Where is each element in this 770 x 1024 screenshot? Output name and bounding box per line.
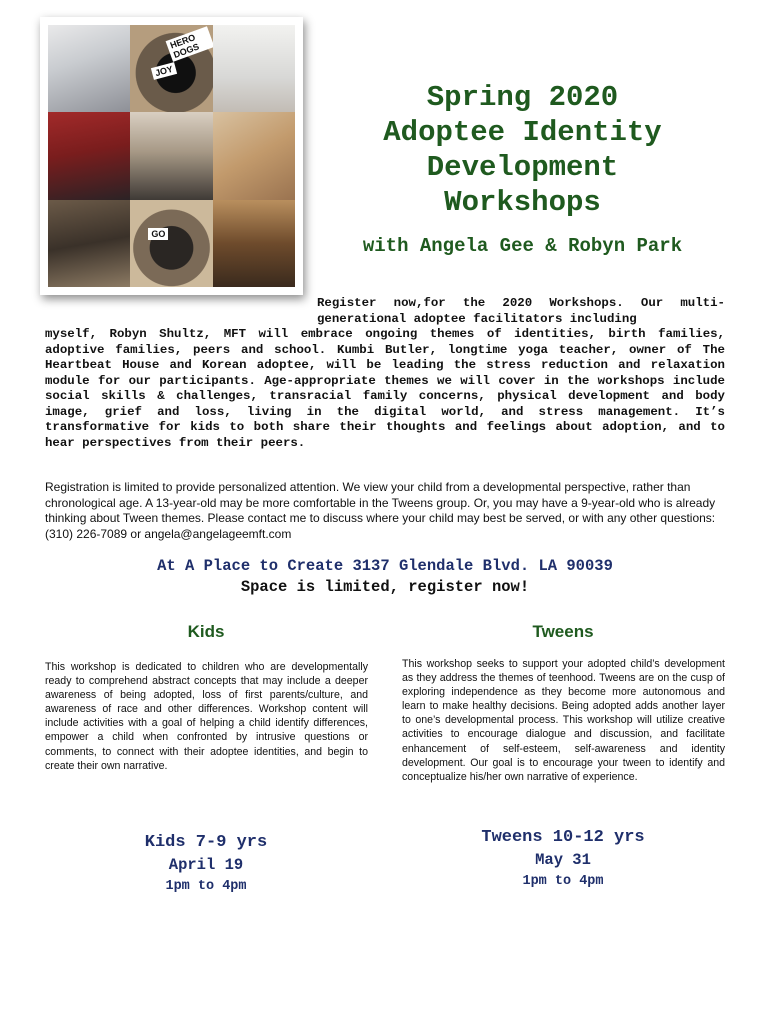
title-line: Workshops: [444, 186, 601, 219]
collage-photo-gallery-wall: [213, 25, 295, 112]
intro-text-top: Register now,for the 2020 Workshops. Our multi-generational adoptee facilitators including: [317, 296, 725, 326]
collage-photo-crafts: [48, 200, 130, 287]
kids-date: April 19: [168, 856, 244, 874]
tweens-schedule: [398, 827, 728, 892]
tweens-heading: Tweens: [532, 622, 594, 641]
kids-heading: Kids: [187, 622, 225, 641]
venue-block: [0, 556, 770, 598]
kids-time: 1pm to 4pm: [165, 879, 247, 894]
photo-tag-1: HERO DOGS: [166, 26, 213, 62]
title-line: Development: [426, 151, 619, 184]
photo-tag-2: JOY: [151, 62, 177, 80]
title-line: Spring 2020: [426, 81, 619, 114]
photo-collage: [40, 17, 303, 295]
page-title: [300, 80, 745, 220]
title-line: Adoptee Identity: [383, 116, 662, 149]
intro-text-rest: myself, Robyn Shultz, MFT will embrace ongoing themes of identities, birth families, adoptive families, peers and school. Kumbi Butler, longtime yoga teacher, owner of The Heartbeat House and Korean adoptee, will be leading the stress reduction and relaxation module for our participants. Age-appropriate themes we will cover in the workshops include social skills & challenges, transracial family concerns, physical development and body image, grief and loss, living in the digital world, and stress management. It’s transformative for kids to both share their thoughts and feelings about adoption, and to hear perspectives from their peers.: [45, 327, 725, 450]
collage-photo-group: [130, 112, 212, 199]
subtitle: with Angela Gee & Robyn Park: [362, 235, 683, 257]
photo-tag-3: GO: [148, 228, 168, 240]
collage-photo-studio-room: [213, 200, 295, 287]
tweens-time: 1pm to 4pm: [522, 874, 604, 889]
collage-photo-yoga-session: [48, 112, 130, 199]
kids-age-range: Kids 7-9 yrs: [144, 833, 268, 852]
collage-photo-drawings: [213, 112, 295, 199]
intro-paragraph: [45, 296, 725, 451]
collage-photo-art-wall: [48, 25, 130, 112]
kids-description: This workshop is dedicated to children who are developmentally ready to comprehend abstract concepts that may include a deeper awareness of being adopted, loss of first parents/culture, and awareness of race and other differences. Workshop content will include activities with a goal of helping a child identify differences, empower a child when confronted by intrusive questions or comments, to connect with their adoptee identities, and begin to create their own narrative.: [45, 661, 368, 772]
collage-photo-painted-rock: [130, 25, 212, 112]
collage-grid: [48, 25, 295, 287]
tweens-age-range: Tweens 10-12 yrs: [481, 828, 645, 847]
venue-location: At A Place to Create 3137 Glendale Blvd. LA 90039: [157, 557, 613, 575]
kids-schedule: [41, 832, 371, 897]
collage-photo-rock-art: [130, 200, 212, 287]
registration-note: Registration is limited to provide personalized attention. We view your child from a developmental perspective, rather than chronological age. A 13-year-old may be more comfortable in the Tweens group. Or, you may have a 9-year-old who is already thinking about Tween themes. Please contact me to discuss where your child may best be served, or with any other questions: (310) 226-7089 or angela@angelageemft.com: [45, 480, 716, 541]
tweens-description: This workshop seeks to support your adopted child’s development as they address the themes of teenhood. Tweens are on the cusp of exploring independence as they become more autonomous and learn to make healthy decisions. Being adopted adds another layer to one’s developmental process. This workshop will utilize creative activities to encourage dialogue and discussion, and facilitate enhancement of self-esteem, self-awareness and identity development. Our goal is to encourage your tween to identify and conceptualize his/her own narrative of experience.: [402, 658, 725, 783]
tweens-date: May 31: [535, 851, 591, 869]
space-limited-notice: Space is limited, register now!: [240, 578, 530, 596]
